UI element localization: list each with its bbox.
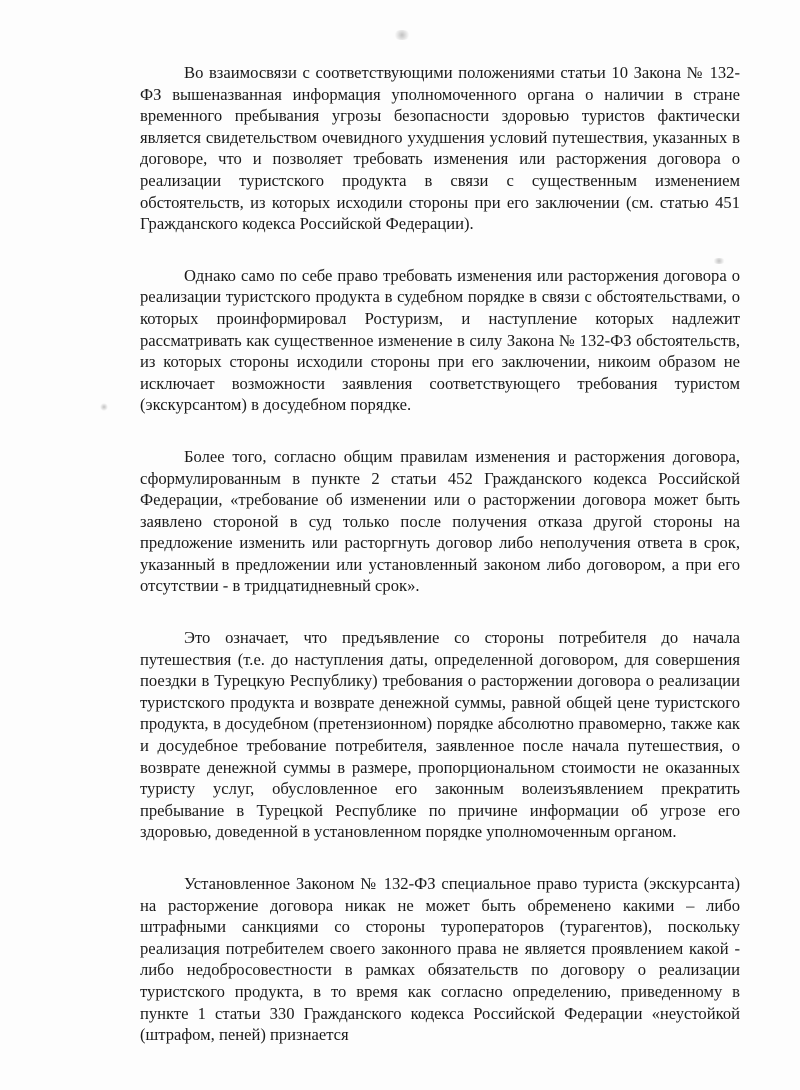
paragraph-2: Однако само по себе право требовать изменения или расторжения договора о реализации туристского продукта в судебном порядке в связи с обстоятельствами, о которых проинформировал Ростуризм, и наступление которых надлежит рассматривать как существенное изменение в силу Закона № 132-ФЗ обстоятельств, из которых стороны исходили стороны при его заключении, никоим образом не исключает возможности заявления соответствующего требования туристом (экскурсантом) в досудебном порядке. bbox=[140, 265, 740, 415]
paragraph-3: Более того, согласно общим правилам изменения и расторжения договора, сформулированным в пункте 2 статьи 452 Гражданского кодекса Российской Федерации, «требование об изменении или о расторжении договора может быть заявлено стороной в суд только после получения отказа другой стороны на предложение изменить или расторгнуть договор либо неполучения ответа в срок, указанный в предложении или установленный законом либо договором, а при его отсутствии - в тридцатидневный срок». bbox=[140, 446, 740, 596]
scan-smudge-left bbox=[100, 403, 108, 411]
paragraph-1: Во взаимосвязи с соответствующими положениями статьи 10 Закона № 132-ФЗ вышеназванная информация уполномоченного органа о наличии в стране временного пребывания угрозы безопасности здоровью туристов фактически является свидетельством очевидного ухудшения условий путешествия, указанных в договоре, что и позволяет требовать изменения или расторжения договора о реализации туристского продукта в связи с существенным изменением обстоятельств, из которых исходили стороны при его заключении (см. статью 451 Гражданского кодекса Российской Федерации). bbox=[140, 63, 740, 234]
document-body bbox=[140, 62, 740, 1046]
paragraph-4: Это означает, что предъявление со стороны потребителя до начала путешествия (т.е. до наступления даты, определенной договором, для совершения поездки в Турецкую Республику) требования о расторжении договора о реализации туристского продукта и возврате денежной суммы, равной общей цене туристского продукта, в досудебном (претензионном) порядке абсолютно правомерно, также как и досудебное требование потребителя, заявленное после начала путешествия, о возврате денежной суммы в размере, пропорциональном стоимости не оказанных туристу услуг, обусловленное его законным волеизъявлением прекратить пребывание в Турецкой Республике по причине информации об угрозе его здоровью, доведенной в установленном порядке уполномоченным органом. bbox=[140, 628, 740, 842]
scan-smudge-top bbox=[393, 30, 411, 40]
paragraph-5: Установленное Законом № 132-ФЗ специальное право туриста (экскурсанта) на расторжение договора никак не может быть обременено какими – либо штрафными санкциями со стороны туроператоров (турагентов), поскольку реализация потребителем своего законного права не является проявлением какой - либо недобросовестности в рамках обязательств по договору о реализации туристского продукта, в то время как согласно определению, приведенному в пункте 1 статьи 330 Гражданского кодекса Российской Федерации «неустойкой (штрафом, пеней) признается bbox=[140, 874, 740, 1045]
